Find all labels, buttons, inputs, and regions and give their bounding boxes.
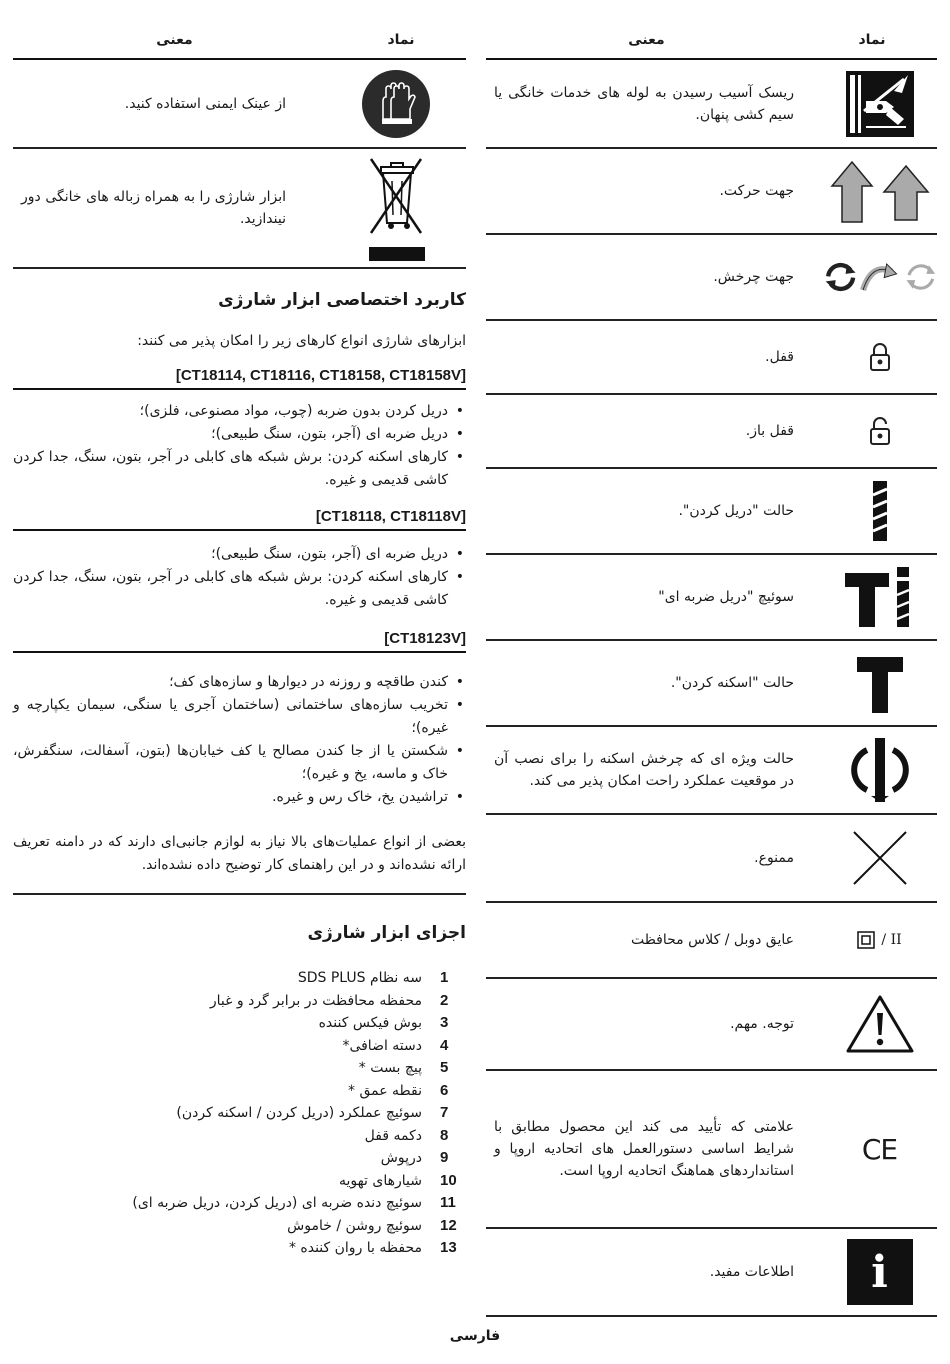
- lock-open-icon: [822, 416, 937, 446]
- model-group-heading: [CT18118, CT18118V]: [13, 508, 466, 531]
- chisel-mode-icon: [822, 653, 937, 713]
- table-row: [486, 60, 937, 149]
- left-column: [13, 22, 466, 1260]
- list-item: 7 سوئیچ عملکرد (دریل کردن / اسکنه کردن): [176, 1104, 449, 1121]
- insulation-class-label: II /: [881, 932, 902, 948]
- meaning-text: ابزار شارژی را به همراه زباله های خانگی دور نیندازید.: [21, 189, 286, 227]
- table-row: [486, 469, 937, 555]
- meaning-text: ممنوع.: [754, 850, 794, 866]
- list-item: 10 شیارهای تهویه: [338, 1171, 457, 1189]
- usage-list: [13, 400, 466, 492]
- list-item: • دریل ضربه ای (آجر، بتون، سنگ طبیعی)؛: [13, 543, 466, 566]
- usage-list: [13, 543, 466, 612]
- table-row: [486, 1229, 937, 1317]
- list-item: 12 سوئیچ روشن / خاموش: [287, 1216, 457, 1234]
- rotation-direction-icon: [822, 248, 937, 306]
- drill-mode-icon: [822, 481, 937, 541]
- double-insulation-icon: [822, 931, 937, 949]
- weee-bin-icon: [326, 153, 466, 263]
- lock-closed-icon: [822, 342, 937, 372]
- table-row: [486, 321, 937, 395]
- list-item: 8 دکمه قفل: [364, 1126, 449, 1144]
- page-footer-language: فارسی: [449, 1328, 501, 1344]
- list-item: 2 محفظه محافظت در برابر گرد و غبار: [209, 991, 449, 1009]
- meaning-text: حالت "اسکنه کردن".: [670, 675, 794, 691]
- model-group-heading: [CT18123V]: [13, 630, 466, 653]
- list-item: • کندن طاقچه و روزنه در دیوارها و سازه‌های کف؛: [13, 671, 466, 694]
- hammer-drill-switch-icon: [822, 567, 937, 627]
- table-row: [486, 555, 937, 641]
- list-item: 6 نقطه عمق *: [348, 1081, 449, 1099]
- ce-mark-label: CE: [861, 1132, 898, 1166]
- table-row: [486, 149, 937, 235]
- list-item: • دریل ضربه ای (آجر، بتون، سنگ طبیعی)؛: [13, 423, 466, 446]
- meaning-text: حالت ویژه ای که چرخش اسکنه را برای نصب آن در موقعیت عملکرد راحت امکان پذیر می کند.: [494, 751, 794, 789]
- list-item: 3 بوش فیکس کننده: [318, 1014, 449, 1031]
- ce-mark-icon: [822, 1133, 937, 1166]
- header-symbol: نماد: [387, 32, 415, 48]
- meaning-text: قفل.: [765, 349, 794, 365]
- meaning-text: سوئیچ "دریل ضربه ای": [658, 589, 794, 605]
- table-row: [486, 903, 937, 979]
- information-glyph: i: [847, 1239, 913, 1305]
- list-item: • شکستن یا از جا کندن مصالح یا کف خیابان‌ها (بتون، آسفالت، سنگفرش، خاک و ماسه، یخ و غیره)؛: [13, 740, 466, 786]
- information-icon: [822, 1239, 937, 1305]
- parts-list: [13, 967, 466, 1260]
- meaning-text: جهت حرکت.: [719, 183, 794, 199]
- table-row: [486, 235, 937, 321]
- list-item: • کارهای اسکنه کردن: برش شبکه های کابلی در آجر، بتون، سنگ، جدا کردن کاشی قدیمی و غیره.: [13, 446, 466, 492]
- table-header: [13, 22, 466, 60]
- list-item: • کارهای اسکنه کردن: برش شبکه های کابلی در آجر، بتون، سنگ، جدا کردن کاشی قدیمی و غیره.: [13, 566, 466, 612]
- list-item: • تخریب سازه‌های ساختمانی (ساختمان آجری یا سنگی، سیمان یکپارچه و غیره)؛: [13, 694, 466, 740]
- usage-section-title: کاربرد اختصاصی ابزار شارژی: [218, 290, 466, 310]
- warning-triangle-icon: [822, 993, 937, 1055]
- table-header: [486, 22, 937, 60]
- list-item: 1 سه نظام SDS PLUS: [297, 969, 449, 986]
- list-item: 5 پیچ بست *: [358, 1059, 449, 1076]
- header-meaning: معنی: [156, 32, 193, 48]
- hidden-cables-drill-icon: [822, 71, 937, 137]
- meaning-text: از عینک ایمنی استفاده کنید.: [124, 95, 286, 112]
- table-row: [13, 60, 466, 149]
- table-row: [13, 149, 466, 269]
- list-item: 4 دسته اضافی*: [342, 1036, 449, 1054]
- table-row: [486, 727, 937, 815]
- list-item: 9 درپوش: [380, 1149, 449, 1166]
- list-item: 11 سوئیچ دنده ضربه ای (دریل کردن، دریل ضربه ای): [132, 1194, 456, 1211]
- header-symbol: نماد: [858, 32, 886, 48]
- list-item: • دریل کردن بدون ضربه (چوب، مواد مصنوعی، فلزی)؛: [13, 400, 466, 423]
- table-row: [486, 395, 937, 469]
- meaning-text: توجه. مهم.: [730, 1016, 794, 1032]
- list-item: 13 محفظه با روان کننده *: [288, 1239, 457, 1256]
- meaning-text: حالت "دریل کردن".: [678, 503, 794, 519]
- usage-intro: ابزارهای شارژی انواع کارهای زیر را امکان پذیر می کنند:: [137, 333, 466, 349]
- parts-section-title: اجزای ابزار شارژی: [307, 923, 466, 943]
- model-group-heading: [CT18114, CT18116, CT18158, CT18158V]: [13, 367, 466, 390]
- usage-note: بعضی از انواع عملیات‌های بالا نیاز به لوازم جانبی‌ای دارند که در دامنه تعریف ارائه نشده‌اند و در این راهنمای کار توضیح داده نشده‌اند.: [13, 834, 466, 873]
- table-row: [486, 1071, 937, 1229]
- table-row: [486, 641, 937, 727]
- meaning-text: قفل باز.: [745, 423, 794, 439]
- meaning-text: علامتی که تأیید می کند این محصول مطابق با شرایط اساسی دستورالعمل های اتحادیه اروپا و استانداردهای هماهنگ اتحادیه اروپا است.: [494, 1119, 794, 1179]
- table-row: [486, 815, 937, 903]
- meaning-text: ریسک آسیب رسیدن به لوله های خدمات خانگی یا سیم کشی پنهان.: [494, 84, 794, 123]
- meaning-text: عایق دوبل / کلاس محافظت: [630, 932, 794, 948]
- meaning-text: جهت چرخش.: [713, 269, 794, 285]
- safety-gloves-icon: [326, 69, 466, 139]
- prohibited-cross-icon: [822, 828, 937, 888]
- meaning-text: اطلاعات مفید.: [709, 1264, 794, 1280]
- list-item: • تراشیدن یخ، خاک رس و غیره.: [13, 786, 466, 809]
- table-row: [486, 979, 937, 1071]
- chisel-rotation-icon: [822, 738, 937, 802]
- right-symbol-table: [486, 22, 937, 1317]
- movement-direction-arrows-icon: [822, 158, 937, 224]
- header-meaning: معنی: [628, 32, 665, 48]
- usage-list: [13, 671, 466, 809]
